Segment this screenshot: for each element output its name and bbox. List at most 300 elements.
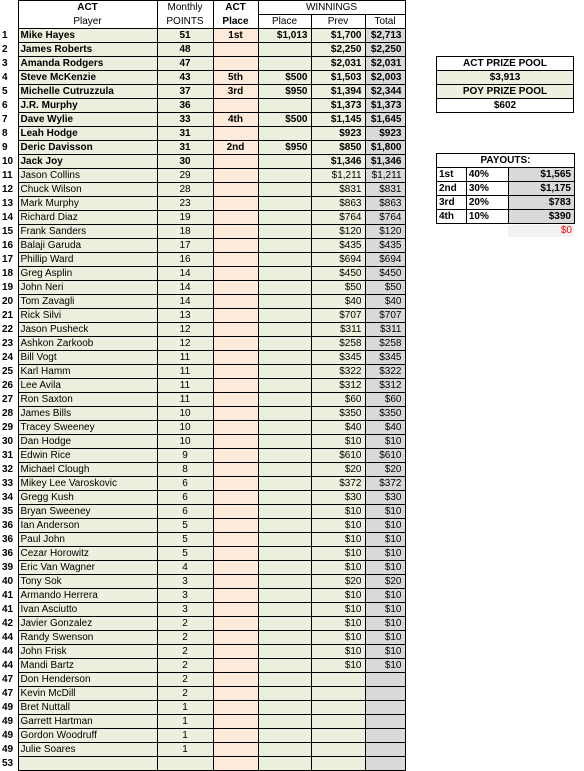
row-number: 30	[0, 435, 18, 449]
total-winnings-cell	[365, 715, 405, 729]
points-cell: 1	[157, 715, 213, 729]
place-winnings-cell	[258, 351, 311, 365]
payouts-box	[436, 153, 575, 224]
act-place-cell	[213, 645, 258, 659]
points-cell: 31	[157, 127, 213, 141]
place-winnings-cell	[258, 491, 311, 505]
act-place-cell	[213, 337, 258, 351]
total-winnings-cell: $707	[365, 309, 405, 323]
table-row	[0, 225, 405, 239]
player-name: Gordon Woodruff	[18, 729, 157, 743]
total-winnings-cell: $2,713	[365, 29, 405, 43]
total-winnings-cell: $10	[365, 617, 405, 631]
act-place-cell	[213, 43, 258, 57]
place-winnings-cell	[258, 729, 311, 743]
points-cell: 5	[157, 519, 213, 533]
total-winnings-cell: $2,003	[365, 71, 405, 85]
prev-winnings-cell: $923	[311, 127, 365, 141]
prev-winnings-cell: $1,145	[311, 113, 365, 127]
prev-winnings-cell: $2,250	[311, 43, 365, 57]
points-cell: 17	[157, 239, 213, 253]
place-winnings-cell	[258, 505, 311, 519]
prev-winnings-cell	[311, 757, 365, 771]
row-number: 33	[0, 477, 18, 491]
player-name: James Bills	[18, 407, 157, 421]
winnings-header: WINNINGS	[258, 1, 405, 15]
table-row	[0, 57, 405, 71]
act-prize-pool-value: $3,913	[437, 71, 574, 85]
total-winnings-cell: $1,800	[365, 141, 405, 155]
act-place-cell	[213, 99, 258, 113]
payout-place: 4th	[437, 210, 467, 224]
prev-winnings-cell: $311	[311, 323, 365, 337]
prev-winnings-cell: $850	[311, 141, 365, 155]
points-cell: 18	[157, 225, 213, 239]
points-cell: 51	[157, 29, 213, 43]
act-place-cell: 5th	[213, 71, 258, 85]
points-cell: 4	[157, 561, 213, 575]
payout-row	[437, 168, 575, 182]
act-place-cell	[213, 519, 258, 533]
player-name: J.R. Murphy	[18, 99, 157, 113]
act-place-cell	[213, 477, 258, 491]
act-place-cell	[213, 421, 258, 435]
header-row-2	[0, 15, 405, 29]
place-winnings-cell	[258, 449, 311, 463]
place-winnings-cell	[258, 603, 311, 617]
act-place-cell: 2nd	[213, 141, 258, 155]
points-cell: 12	[157, 337, 213, 351]
row-number: 26	[0, 379, 18, 393]
total-winnings-cell: $435	[365, 239, 405, 253]
act-place-cell	[213, 505, 258, 519]
place-winnings-cell	[258, 239, 311, 253]
prev-winnings-cell: $10	[311, 645, 365, 659]
points-cell: 31	[157, 141, 213, 155]
table-row	[0, 267, 405, 281]
points-cell: 12	[157, 323, 213, 337]
place-winnings-cell	[258, 463, 311, 477]
points-cell: 3	[157, 589, 213, 603]
row-number: 7	[0, 113, 18, 127]
total-winnings-cell	[365, 757, 405, 771]
points-cell: 23	[157, 197, 213, 211]
row-number: 34	[0, 491, 18, 505]
row-number: 44	[0, 659, 18, 673]
player-name: Steve McKenzie	[18, 71, 157, 85]
player-name: Greg Asplin	[18, 267, 157, 281]
prev-header: Prev	[311, 15, 365, 29]
row-number: 32	[0, 463, 18, 477]
total-winnings-cell: $10	[365, 547, 405, 561]
points-cell: 9	[157, 449, 213, 463]
place-winnings-cell	[258, 673, 311, 687]
row-number: 18	[0, 267, 18, 281]
act-place-cell	[213, 659, 258, 673]
row-number: 25	[0, 365, 18, 379]
row-number: 31	[0, 449, 18, 463]
points-cell: 29	[157, 169, 213, 183]
player-header: Player	[18, 15, 157, 29]
place-winnings-cell	[258, 631, 311, 645]
total-winnings-cell: $2,031	[365, 57, 405, 71]
row-number: 49	[0, 715, 18, 729]
player-name: Tracey Sweeney	[18, 421, 157, 435]
total-winnings-cell: $10	[365, 519, 405, 533]
act-place-cell	[213, 547, 258, 561]
points-header: POINTS	[157, 15, 213, 29]
total-winnings-cell: $258	[365, 337, 405, 351]
table-row	[0, 729, 405, 743]
prev-winnings-cell: $435	[311, 239, 365, 253]
place-winnings-cell	[258, 701, 311, 715]
row-number: 11	[0, 169, 18, 183]
points-cell: 14	[157, 295, 213, 309]
table-row	[0, 281, 405, 295]
table-row	[0, 295, 405, 309]
prev-winnings-cell: $1,211	[311, 169, 365, 183]
points-cell: 33	[157, 113, 213, 127]
row-number: 42	[0, 617, 18, 631]
act-place-cell	[213, 323, 258, 337]
points-cell: 1	[157, 743, 213, 757]
prev-winnings-cell: $40	[311, 421, 365, 435]
act-place-cell	[213, 295, 258, 309]
table-row	[0, 575, 405, 589]
act-place-cell	[213, 463, 258, 477]
total-winnings-cell: $350	[365, 407, 405, 421]
prev-winnings-cell	[311, 701, 365, 715]
points-cell: 13	[157, 309, 213, 323]
player-name: James Roberts	[18, 43, 157, 57]
table-row	[0, 351, 405, 365]
row-number: 4	[0, 71, 18, 85]
player-name: Kevin McDill	[18, 687, 157, 701]
table-row	[0, 631, 405, 645]
payout-place: 3rd	[437, 196, 467, 210]
place-winnings-cell: $500	[258, 113, 311, 127]
player-name: Jason Pusheck	[18, 323, 157, 337]
table-row	[0, 323, 405, 337]
player-name: Jack Joy	[18, 155, 157, 169]
row-number: 3	[0, 57, 18, 71]
prev-winnings-cell: $372	[311, 477, 365, 491]
act-place-cell	[213, 603, 258, 617]
points-cell: 28	[157, 183, 213, 197]
total-winnings-cell: $764	[365, 211, 405, 225]
prev-winnings-cell: $312	[311, 379, 365, 393]
act-place-cell	[213, 617, 258, 631]
player-name: Amanda Rodgers	[18, 57, 157, 71]
row-number: 1	[0, 29, 18, 43]
prev-winnings-cell: $764	[311, 211, 365, 225]
points-cell: 16	[157, 253, 213, 267]
points-cell: 11	[157, 351, 213, 365]
player-name: Julie Soares	[18, 743, 157, 757]
prev-winnings-cell: $345	[311, 351, 365, 365]
player-name: Dave Wylie	[18, 113, 157, 127]
player-name: Ron Saxton	[18, 393, 157, 407]
act-place-cell	[213, 491, 258, 505]
act-place-cell	[213, 351, 258, 365]
table-row	[0, 379, 405, 393]
act-place-cell	[213, 183, 258, 197]
player-name: John Neri	[18, 281, 157, 295]
row-number: 47	[0, 687, 18, 701]
player-name: Tom Zavagli	[18, 295, 157, 309]
table-row	[0, 757, 405, 771]
prev-winnings-cell	[311, 715, 365, 729]
points-cell: 6	[157, 505, 213, 519]
place-winnings-cell: $950	[258, 141, 311, 155]
prev-winnings-cell: $707	[311, 309, 365, 323]
total-winnings-cell: $1,346	[365, 155, 405, 169]
player-name: Jason Collins	[18, 169, 157, 183]
prev-winnings-cell: $20	[311, 575, 365, 589]
table-row	[0, 743, 405, 757]
prev-winnings-cell: $1,373	[311, 99, 365, 113]
player-name: Javier Gonzalez	[18, 617, 157, 631]
place-winnings-cell	[258, 477, 311, 491]
total-winnings-cell: $120	[365, 225, 405, 239]
total-winnings-cell: $2,344	[365, 85, 405, 99]
prev-winnings-cell: $30	[311, 491, 365, 505]
prev-winnings-cell: $322	[311, 365, 365, 379]
total-winnings-cell: $1,211	[365, 169, 405, 183]
total-winnings-cell: $863	[365, 197, 405, 211]
total-winnings-cell: $923	[365, 127, 405, 141]
act-place-cell	[213, 309, 258, 323]
payouts-title: PAYOUTS:	[437, 154, 575, 168]
place-winnings-cell	[258, 211, 311, 225]
player-name: Lee Avila	[18, 379, 157, 393]
player-name: Balaji Garuda	[18, 239, 157, 253]
row-number: 28	[0, 407, 18, 421]
player-name: Garrett Hartman	[18, 715, 157, 729]
player-name: Michelle Cutruzzula	[18, 85, 157, 99]
act-place-cell	[213, 197, 258, 211]
total-winnings-cell: $30	[365, 491, 405, 505]
row-number: 22	[0, 323, 18, 337]
row-number: 6	[0, 99, 18, 113]
table-row	[0, 197, 405, 211]
act-place-cell	[213, 225, 258, 239]
act-place-cell	[213, 435, 258, 449]
table-row	[0, 617, 405, 631]
row-number: 49	[0, 701, 18, 715]
payout-amount: $390	[508, 210, 574, 224]
table-row	[0, 645, 405, 659]
player-name: Phillip Ward	[18, 253, 157, 267]
place-winnings-cell: $500	[258, 71, 311, 85]
total-winnings-cell: $311	[365, 323, 405, 337]
table-row	[0, 29, 405, 43]
act-place-cell	[213, 169, 258, 183]
points-cell: 11	[157, 393, 213, 407]
player-name: Chuck Wilson	[18, 183, 157, 197]
points-cell: 30	[157, 155, 213, 169]
table-row	[0, 239, 405, 253]
act-place-cell	[213, 393, 258, 407]
table-row	[0, 253, 405, 267]
act-place-cell	[213, 687, 258, 701]
payout-percent: 20%	[466, 196, 508, 210]
row-number: 36	[0, 519, 18, 533]
player-name: Gregg Kush	[18, 491, 157, 505]
place-winnings-cell	[258, 519, 311, 533]
table-row	[0, 421, 405, 435]
player-name: John Frisk	[18, 645, 157, 659]
table-row	[0, 337, 405, 351]
poy-prize-pool-box	[436, 84, 574, 113]
act-place-cell	[213, 701, 258, 715]
points-cell: 14	[157, 281, 213, 295]
row-number: 41	[0, 589, 18, 603]
points-cell: 5	[157, 547, 213, 561]
points-cell: 43	[157, 71, 213, 85]
prev-winnings-cell: $10	[311, 589, 365, 603]
total-winnings-cell: $40	[365, 295, 405, 309]
prev-winnings-cell: $350	[311, 407, 365, 421]
points-cell: 5	[157, 533, 213, 547]
player-name: Karl Hamm	[18, 365, 157, 379]
place-winnings-cell	[258, 57, 311, 71]
row-number: 10	[0, 155, 18, 169]
total-winnings-cell: $10	[365, 561, 405, 575]
points-cell: 10	[157, 421, 213, 435]
player-name: Deric Davisson	[18, 141, 157, 155]
table-row	[0, 309, 405, 323]
table-row	[0, 99, 405, 113]
player-name: Dan Hodge	[18, 435, 157, 449]
total-winnings-cell: $345	[365, 351, 405, 365]
prev-winnings-cell: $10	[311, 505, 365, 519]
act-place-cell: 3rd	[213, 85, 258, 99]
row-number: 47	[0, 673, 18, 687]
table-row	[0, 113, 405, 127]
place-winnings-cell	[258, 183, 311, 197]
place-winnings-cell	[258, 715, 311, 729]
act-place-cell	[213, 211, 258, 225]
table-row	[0, 365, 405, 379]
total-winnings-cell: $372	[365, 477, 405, 491]
table-row	[0, 603, 405, 617]
table-row	[0, 701, 405, 715]
prev-winnings-cell: $10	[311, 631, 365, 645]
place-winnings-cell: $1,013	[258, 29, 311, 43]
prev-winnings-cell: $60	[311, 393, 365, 407]
place-winnings-cell	[258, 757, 311, 771]
row-number: 2	[0, 43, 18, 57]
act-place-cell	[213, 575, 258, 589]
player-name: Mandi Bartz	[18, 659, 157, 673]
place-winnings-cell	[258, 435, 311, 449]
table-row	[0, 491, 405, 505]
player-name: Bryan Sweeney	[18, 505, 157, 519]
payout-amount: $1,565	[508, 168, 574, 182]
player-name: Tony Sok	[18, 575, 157, 589]
player-name: Mikey Lee Varoskovic	[18, 477, 157, 491]
player-name	[18, 757, 157, 771]
player-name: Ashkon Zarkoob	[18, 337, 157, 351]
table-row	[0, 533, 405, 547]
act-place-cell	[213, 631, 258, 645]
act-place-cell	[213, 757, 258, 771]
table-row	[0, 673, 405, 687]
place-winnings-cell	[258, 169, 311, 183]
table-row	[0, 561, 405, 575]
points-cell: 10	[157, 407, 213, 421]
row-number: 49	[0, 729, 18, 743]
place-winnings-cell	[258, 547, 311, 561]
place-winnings-cell	[258, 407, 311, 421]
prev-winnings-cell: $10	[311, 533, 365, 547]
row-number: 9	[0, 141, 18, 155]
row-number: 41	[0, 603, 18, 617]
player-name: Ian Anderson	[18, 519, 157, 533]
table-row	[0, 211, 405, 225]
row-number: 24	[0, 351, 18, 365]
points-cell: 48	[157, 43, 213, 57]
points-cell: 6	[157, 491, 213, 505]
place-winnings-cell	[258, 743, 311, 757]
row-number: 36	[0, 547, 18, 561]
row-number: 21	[0, 309, 18, 323]
prev-winnings-cell: $120	[311, 225, 365, 239]
place-winnings-cell	[258, 617, 311, 631]
place-winnings-cell	[258, 561, 311, 575]
player-name: Leah Hodge	[18, 127, 157, 141]
place-winnings-cell	[258, 645, 311, 659]
table-row	[0, 407, 405, 421]
total-winnings-cell: $20	[365, 575, 405, 589]
points-cell: 2	[157, 673, 213, 687]
table-row	[0, 715, 405, 729]
place-winnings-cell	[258, 99, 311, 113]
act-place-cell	[213, 533, 258, 547]
player-name: Mark Murphy	[18, 197, 157, 211]
points-cell: 19	[157, 211, 213, 225]
payout-row	[437, 196, 575, 210]
prev-winnings-cell: $450	[311, 267, 365, 281]
place-winnings-cell	[258, 295, 311, 309]
row-number: 49	[0, 743, 18, 757]
row-number: 39	[0, 561, 18, 575]
act-place-cell: 4th	[213, 113, 258, 127]
place-header: Place	[213, 15, 258, 29]
poy-prize-pool-value: $602	[437, 99, 574, 113]
act-place-cell	[213, 743, 258, 757]
place-winnings-cell	[258, 687, 311, 701]
points-cell: 1	[157, 701, 213, 715]
player-name: Armando Herrera	[18, 589, 157, 603]
prev-winnings-cell: $694	[311, 253, 365, 267]
act-place-cell	[213, 589, 258, 603]
row-number: 53	[0, 757, 18, 771]
table-row	[0, 463, 405, 477]
points-cell: 1	[157, 729, 213, 743]
total-winnings-cell: $20	[365, 463, 405, 477]
prev-winnings-cell	[311, 687, 365, 701]
payout-balance: $0	[508, 225, 574, 237]
row-number-header	[0, 1, 18, 15]
points-cell: 3	[157, 575, 213, 589]
place-winnings-cell	[258, 393, 311, 407]
prev-winnings-cell: $10	[311, 603, 365, 617]
header-row-1	[0, 1, 405, 15]
place-winnings-cell	[258, 323, 311, 337]
payout-row	[437, 210, 575, 224]
